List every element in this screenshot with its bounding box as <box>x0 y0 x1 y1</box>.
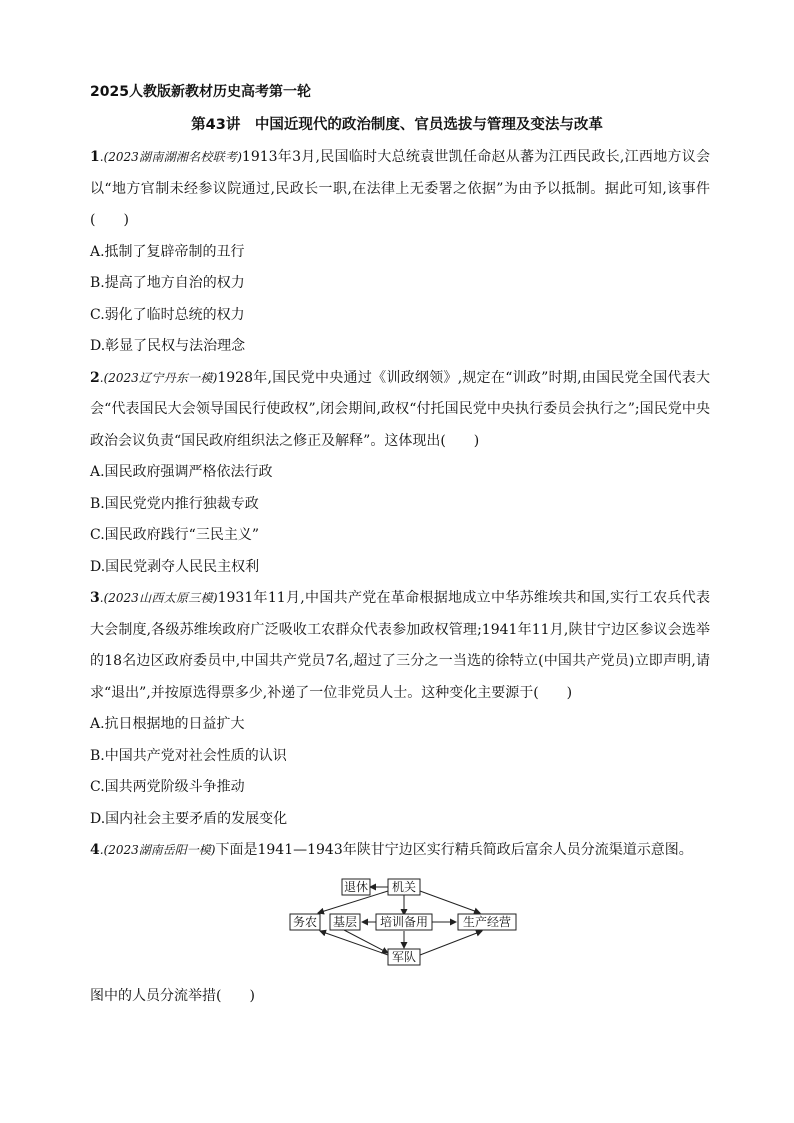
question-source: .(2023湖南湖湘名校联考) <box>99 150 242 164</box>
svg-text:务农: 务农 <box>292 914 318 929</box>
question-number: 4 <box>90 842 100 858</box>
option-b[interactable]: B.提高了地方自治的权力 <box>90 275 245 291</box>
arrow-army-to-production <box>420 931 482 955</box>
svg-text:军队: 军队 <box>391 949 417 964</box>
personnel-flow-diagram <box>90 873 710 973</box>
arrow-organs-to-production <box>420 891 480 913</box>
question-list <box>90 142 710 1012</box>
question-text: 1928年,国民党中央通过《训政纲领》,规定在“训政”时期,由国民党全国代表大会“代表国民大会领导国民行使政权”,闭会期间,政权“付托国民党中央执行委员会执行之”;国民党中央政治会议负责“国民政府组织法之修正及解释”。这体现出( ) <box>90 369 710 449</box>
node-retire <box>342 879 370 895</box>
option-a[interactable]: A.抗日根据地的日益扩大 <box>90 716 245 732</box>
node-grassroots <box>330 914 360 930</box>
question-text: 1913年3月,民国临时大总统袁世凯任命赵从蕃为江西民政长,江西地方议会以“地方官制未经参议院通过,民政长一职,在法律上无委署之依据”为由予以抵制。据此可知,该事件( ) <box>90 149 710 228</box>
question-source: .(2023辽宁丹东一模) <box>99 370 218 385</box>
option-a[interactable]: A.国民政府强调严格依法行政 <box>90 464 273 480</box>
question-number: 1 <box>90 149 100 165</box>
node-training <box>376 914 432 930</box>
question-stem <box>90 583 710 709</box>
svg-text:退休: 退休 <box>343 879 369 894</box>
question-source: .(2023湖南岳阳一模) <box>99 843 216 857</box>
question-text: 下面是1941—1943年陕甘宁边区实行精兵简政后富余人员分流渠道示意图。 <box>215 842 693 858</box>
node-production <box>458 914 516 930</box>
document-header: 2025人教版新教材历史高考第一轮 <box>90 84 311 100</box>
node-organs <box>388 879 420 895</box>
question-source: .(2023山西太原三模) <box>99 591 218 605</box>
option-b[interactable]: B.国民党党内推行独裁专政 <box>90 495 259 512</box>
option-d[interactable]: D.国民党剥夺人民民主权利 <box>90 558 260 575</box>
node-farming <box>290 914 320 930</box>
svg-text:基层: 基层 <box>332 914 358 929</box>
question-stem <box>90 835 710 867</box>
arrow-army-to-farming <box>320 931 388 955</box>
question-number: 3 <box>90 590 100 606</box>
option-d[interactable]: D.国内社会主要矛盾的发展变化 <box>90 810 288 827</box>
svg-text:生产经营: 生产经营 <box>462 914 512 929</box>
question-number: 2 <box>90 369 100 386</box>
node-army <box>388 949 420 965</box>
question-followup: 图中的人员分流举措( ) <box>90 987 255 1004</box>
svg-text:机关: 机关 <box>391 879 417 894</box>
lesson-title: 第43讲 中国近现代的政治制度、官员选拔与管理及变法与改革 <box>191 117 603 133</box>
question-2 <box>90 363 710 584</box>
question-1 <box>90 142 710 363</box>
option-c[interactable]: C.弱化了临时总统的权力 <box>90 306 245 323</box>
option-d[interactable]: D.彰显了民权与法治理念 <box>90 338 246 354</box>
question-3 <box>90 583 710 835</box>
question-4 <box>90 835 710 1012</box>
option-c[interactable]: C.国民政府践行“三民主义” <box>90 527 259 543</box>
question-text: 1931年11月,中国共产党在革命根据地成立中华苏维埃共和国,实行工农兵代表大会制度,各级苏维埃政府广泛吸收工农群众代表参加政权管理;1941年11月,陕甘宁边区参议会选举的18名边区政府委员中,中国共产党员7名,超过了三分之一当选的徐特立(中国共产党员)立即声明,请求“退出”,并按原选得票多少,补递了一位非党员人士。这种变化主要源于( ) <box>90 590 711 701</box>
svg-text:培训备用: 培训备用 <box>379 914 429 929</box>
question-stem <box>90 142 710 237</box>
question-stem <box>90 363 710 458</box>
option-c[interactable]: C.国共两党阶级斗争推动 <box>90 779 245 795</box>
option-b[interactable]: B.中国共产党对社会性质的认识 <box>90 747 287 764</box>
option-a[interactable]: A.抵制了复辟帝制的丑行 <box>90 243 245 260</box>
